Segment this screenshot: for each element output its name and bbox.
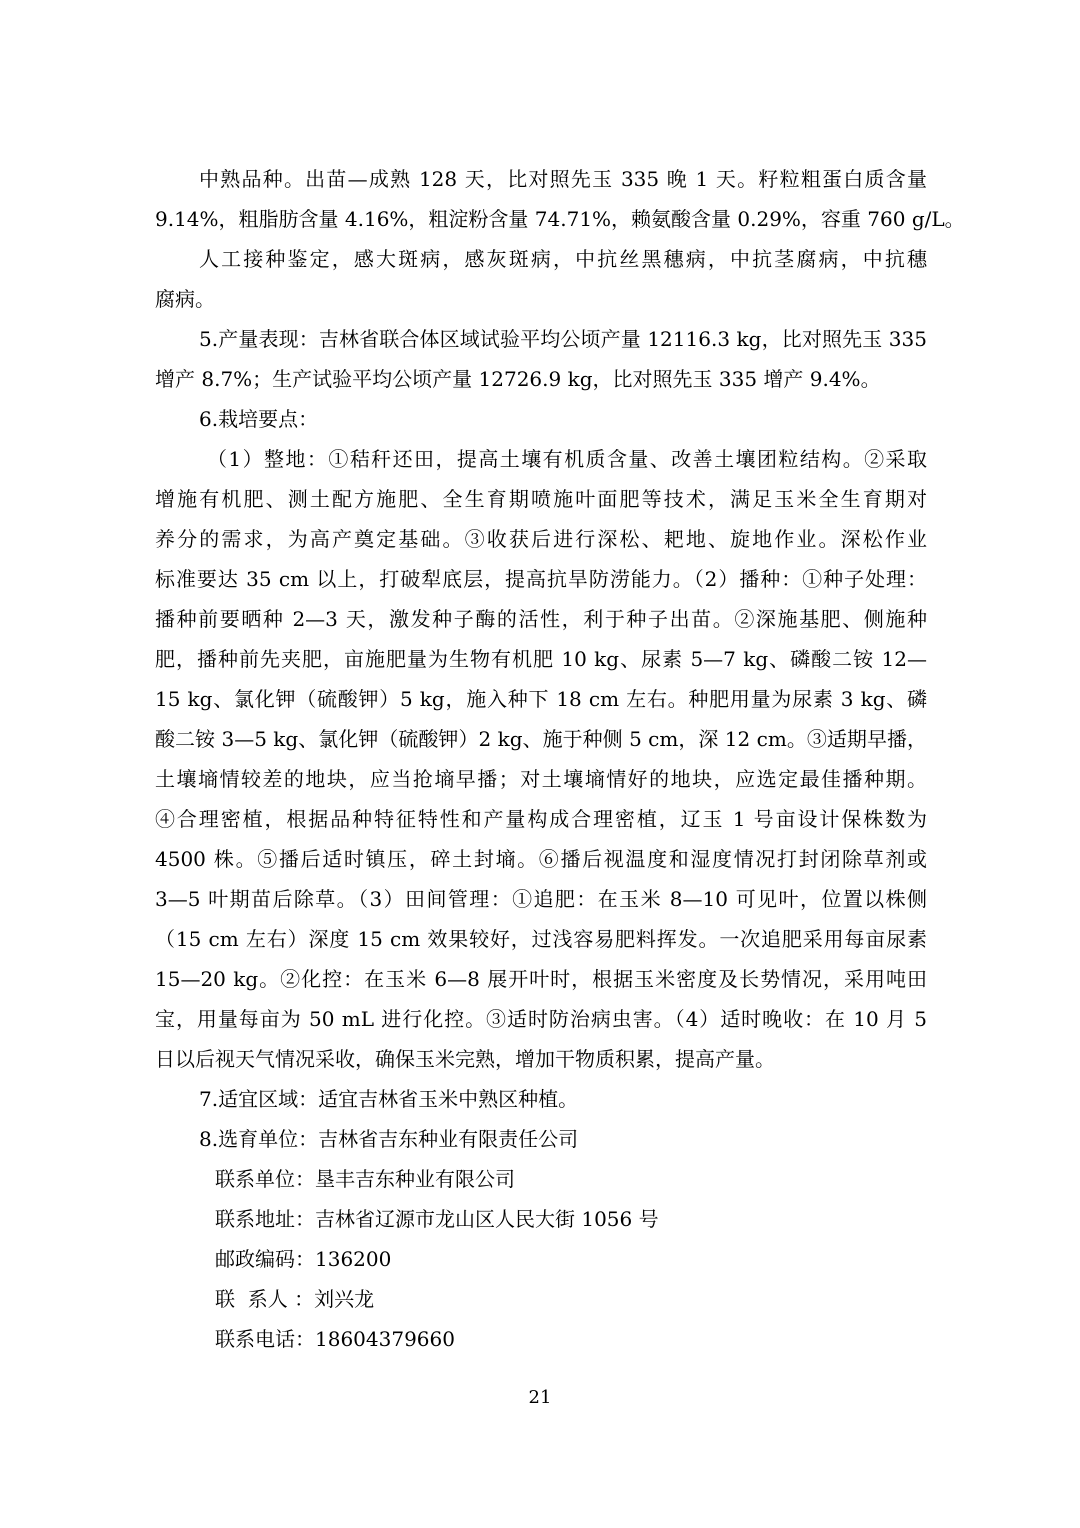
text-line: 酸二铵 3—5 kg、氯化钾（硫酸钾）2 kg、施于种侧 5 cm，深 12 cm。③适期早播， [155, 727, 927, 751]
text-line: 15 kg、氯化钾（硫酸钾）5 kg，施入种下 18 cm 左右。种肥用量为尿素 3 kg、磷 [155, 687, 927, 711]
text-line: 增产 8.7%；生产试验平均公顷产量 12726.9 kg，比对照先玉 335 增产 9.4%。 [155, 367, 881, 391]
text-line: 土壤墒情较差的地块，应当抢墒早播；对土壤墒情好的地块，应选定最佳播种期。 [155, 767, 927, 791]
text-line: 中熟品种。出苗—成熟 128 天，比对照先玉 335 晚 1 天。籽粒粗蛋白质含量 [199, 167, 927, 191]
page-number: 21 [528, 1387, 552, 1408]
text-line: 3—5 叶期苗后除草。（3）田间管理：①追肥：在玉米 8—10 可见叶，位置以株侧 [155, 887, 927, 911]
text-line: 养分的需求，为高产奠定基础。③收获后进行深松、耙地、旋地作业。深松作业 [155, 527, 927, 551]
contact-phone: 联系电话：18604379660 [215, 1327, 455, 1351]
text-line: （1）整地：①秸秆还田，提高土壤有机质含量、改善土壤团粒结构。②采取 [207, 447, 927, 471]
contact-unit: 联系单位：垦丰吉东种业有限公司 [215, 1167, 515, 1191]
section-heading: 6.栽培要点： [199, 407, 319, 431]
text-line: 日以后视天气情况采收，确保玉米完熟，增加干物质积累，提高产量。 [155, 1047, 775, 1071]
text-line: 肥，播种前先夹肥，亩施肥量为生物有机肥 10 kg、尿素 5—7 kg、磷酸二铵 12— [155, 647, 927, 671]
section-heading: 7.适宜区域：适宜吉林省玉米中熟区种植。 [199, 1087, 579, 1111]
text-line: 标准要达 35 cm 以上，打破犁底层，提高抗旱防涝能力。（2）播种：①种子处理： [155, 567, 927, 591]
contact-address: 联系地址：吉林省辽源市龙山区人民大街 1056 号 [215, 1207, 659, 1231]
text-line: 腐病。 [155, 287, 215, 311]
text-line: 宝，用量每亩为 50 mL 进行化控。③适时防治病虫害。（4）适时晚收：在 10 月 5 [155, 1007, 927, 1031]
text-line: 9.14%，粗脂肪含量 4.16%，粗淀粉含量 74.71%，赖氨酸含量 0.29%，容重 760 g/L。 [155, 207, 965, 231]
text-line: 15—20 kg。②化控：在玉米 6—8 展开叶时，根据玉米密度及长势情况，采用吨田 [155, 967, 927, 991]
text-line: 人工接种鉴定，感大斑病，感灰斑病，中抗丝黑穗病，中抗茎腐病，中抗穗 [199, 247, 927, 271]
contact-person: 联 系人 ：刘兴龙 [215, 1287, 375, 1311]
text-line: ④合理密植，根据品种特征特性和产量构成合理密植，辽玉 1 号亩设计保株数为 [155, 807, 927, 831]
text-line: 4500 株。⑤播后适时镇压，碎土封墒。⑥播后视温度和湿度情况打封闭除草剂或 [155, 847, 927, 871]
text-line: 5.产量表现：吉林省联合体区域试验平均公顷产量 12116.3 kg，比对照先玉 335 [199, 327, 927, 351]
text-line: 增施有机肥、测土配方施肥、全生育期喷施叶面肥等技术，满足玉米全生育期对 [155, 487, 927, 511]
text-line: （15 cm 左右）深度 15 cm 效果较好，过浅容易肥料挥发。一次追肥采用每亩尿素 [155, 927, 927, 951]
text-line: 播种前要晒种 2—3 天，激发种子酶的活性，利于种子出苗。②深施基肥、侧施种 [155, 607, 927, 631]
postal-code: 邮政编码：136200 [215, 1247, 392, 1271]
section-heading: 8.选育单位：吉林省吉东种业有限责任公司 [199, 1127, 579, 1151]
